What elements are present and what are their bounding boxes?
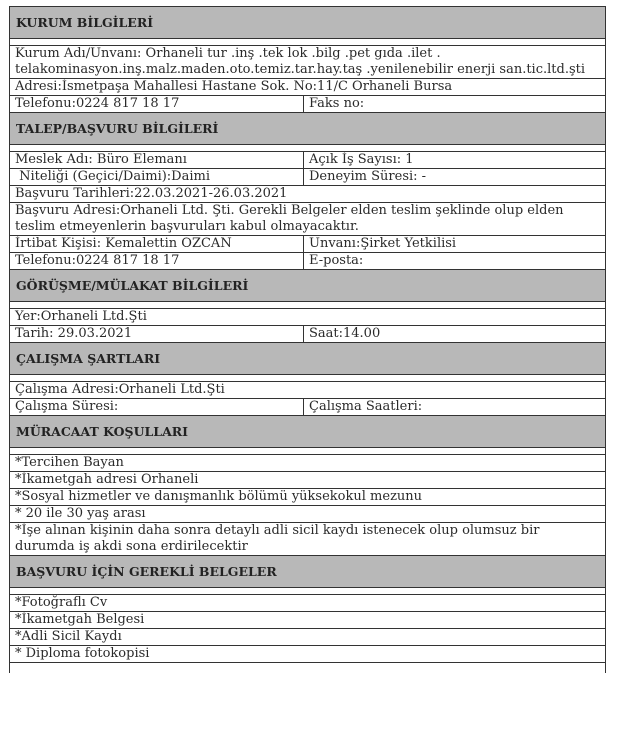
talep-telefon: Telefonu:0224 817 18 17 [10, 253, 304, 269]
row-kurum-adi [10, 46, 605, 79]
muracaat-last-line2: durumda iş akdi sona erdirilecektir [15, 539, 248, 554]
belge-item: * Diploma fotokopisi [15, 646, 150, 661]
muracaat-item: *Sosyal hizmetler ve danışmanlık bölümü yüksekokul mezunu [15, 489, 423, 504]
belge-item: *Adli Sicil Kaydı [15, 629, 122, 644]
muracaat-item: *Tercihen Bayan [15, 455, 124, 470]
kurum-adres: Adresi:İsmetpaşa Mahallesi Hastane Sok. No:11/C Orhaneli Bursa [15, 79, 453, 94]
spacer [10, 39, 605, 46]
spacer [10, 448, 605, 455]
meslek-adi: Meslek Adı: Büro Elemanı [10, 152, 304, 168]
kurum-adi-line2: telakominasyon.inş.malz.maden.oto.temiz.tar.hay.taş .yenilenebilir enerji san.tic.ltd.şti [15, 62, 586, 77]
row-calisma-adresi [10, 382, 605, 399]
section-header-kurum: KURUM BİLGİLERİ [10, 7, 605, 39]
muracaat-last-line1: *İşe alınan kişinin daha sonra detaylı adli sicil kaydı istenecek olup olumsuz bir [15, 523, 540, 538]
row-meslek [10, 152, 605, 169]
section-header-muracaat: MÜRACAAT KOŞULLARI [10, 416, 605, 448]
basvuru-tarihleri: Başvuru Tarihleri:22.03.2021-26.03.2021 [15, 186, 288, 201]
list-item [10, 629, 605, 646]
spacer [10, 588, 605, 595]
spacer [10, 145, 605, 152]
row-basvuru-adresi [10, 203, 605, 236]
row-talep-telefon [10, 253, 605, 270]
basvuru-adresi-line2: teslim etmeyenlerin başvuruları kabul olmayacaktır. [15, 219, 359, 234]
list-item [10, 472, 605, 489]
deneyim-suresi: Deneyim Süresi: - [309, 169, 427, 184]
muracaat-item: *İkametgah adresi Orhaneli [15, 472, 199, 487]
kurum-faks: Faks no: [309, 96, 365, 111]
niteligi: Niteliği (Geçici/Daimi):Daimi [10, 169, 304, 185]
row-niteligi [10, 169, 605, 186]
gorusme-saat: Saat:14.00 [309, 326, 381, 341]
section-header-talep: TALEP/BAŞVURU BİLGİLERİ [10, 113, 605, 145]
section-header-belgeler: BAŞVURU İÇİN GEREKLİ BELGELER [10, 556, 605, 588]
unvan: Unvanı:Şirket Yetkilisi [309, 236, 457, 251]
section-header-calisma: ÇALIŞMA ŞARTLARI [10, 343, 605, 375]
gorusme-yer: Yer:Orhaneli Ltd.Şti [15, 309, 147, 324]
eposta: E-posta: [309, 253, 364, 268]
list-item [10, 506, 605, 523]
spacer [10, 302, 605, 309]
belge-item: *Fotoğraflı Cv [15, 595, 108, 610]
calisma-adresi: Çalışma Adresi:Orhaneli Ltd.Şti [15, 382, 225, 397]
kurum-telefon: Telefonu:0224 817 18 17 [10, 96, 304, 112]
list-item [10, 646, 605, 663]
row-tarih [10, 326, 605, 343]
row-basvuru-tarihleri [10, 186, 605, 203]
kurum-adi-line1: Kurum Adı/Unvanı: Orhaneli tur .inş .tek lok .bilg .pet gıda .ilet . [15, 46, 441, 61]
row-yer [10, 309, 605, 326]
belge-item: *İkametgah Belgesi [15, 612, 145, 627]
row-irtibat [10, 236, 605, 253]
table-tail [10, 663, 605, 673]
list-item [10, 455, 605, 472]
list-item [10, 612, 605, 629]
acik-is-sayisi: Açık İş Sayısı: 1 [309, 152, 414, 167]
list-item [10, 523, 605, 556]
irtibat-kisisi: İrtibat Kişisi: Kemalettin ÖZCAN [10, 236, 304, 252]
calisma-suresi: Çalışma Süresi: [10, 399, 304, 415]
calisma-saatleri: Çalışma Saatleri: [309, 399, 423, 414]
gorusme-tarih: Tarih: 29.03.2021 [10, 326, 304, 342]
section-header-gorusme: GÖRÜŞME/MÜLAKAT BİLGİLERİ [10, 270, 605, 302]
muracaat-item: * 20 ile 30 yaş arası [15, 506, 146, 521]
row-calisma-suresi [10, 399, 605, 416]
basvuru-adresi-line1: Başvuru Adresi:Orhaneli Ltd. Şti. Gerekli Belgeler elden teslim şeklinde olup elden [15, 203, 564, 218]
row-kurum-telefon [10, 96, 605, 113]
row-kurum-adres [10, 79, 605, 96]
spacer [10, 375, 605, 382]
list-item [10, 595, 605, 612]
list-item [10, 489, 605, 506]
job-posting-form [9, 6, 606, 673]
